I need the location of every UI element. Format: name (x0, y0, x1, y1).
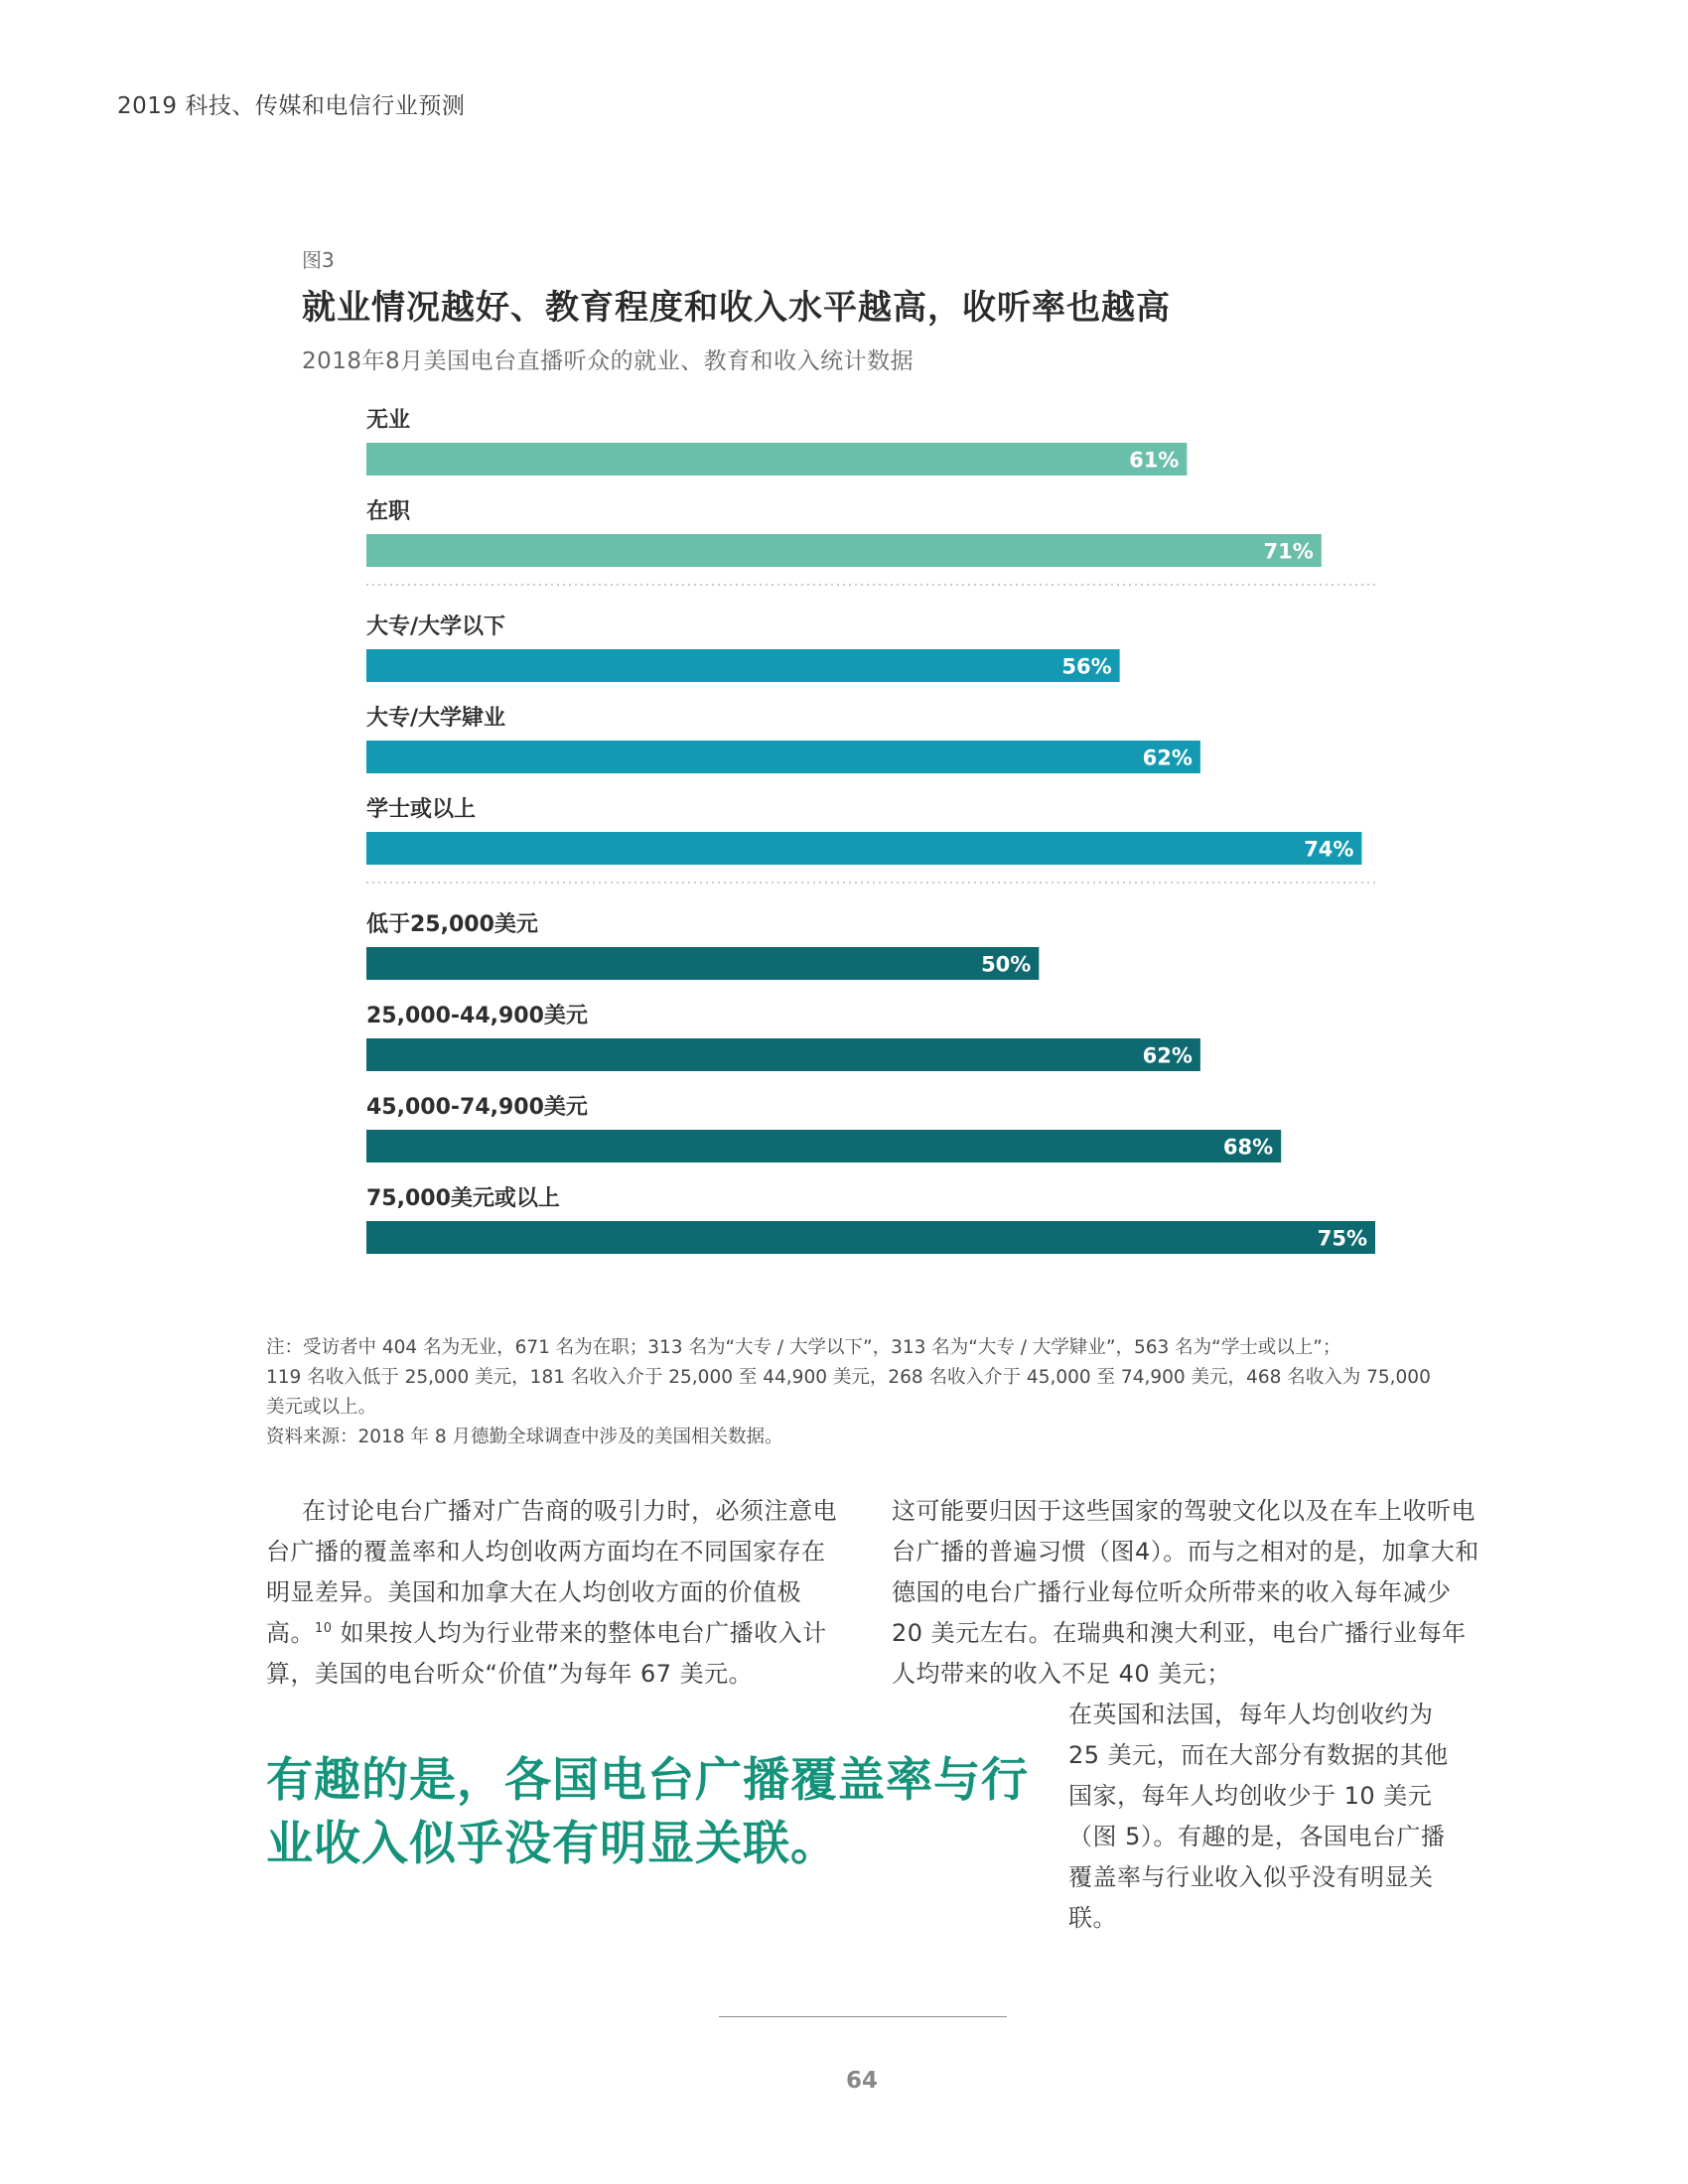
bar (366, 741, 1200, 773)
pull-quote: 有趣的是，各国电台广播覆盖率与行业收入似乎没有明显关联。 (266, 1753, 1029, 1871)
footnote-ref: 10 (315, 1621, 333, 1636)
source-line: 资料来源：2018 年 8 月德勤全球调查中涉及的美国相关数据。 (266, 1427, 783, 1447)
bar-category-label: 学士或以上 (366, 797, 477, 822)
bar-category-label: 大专/大学以下 (366, 614, 506, 639)
note-line: 119 名收入低于 25,000 美元，181 名收入介于 25,000 至 44,900 美元，268 名收入介于 45,000 至 74,900 美元，468 名收入为 75,000 (266, 1367, 1431, 1388)
bar (366, 1130, 1281, 1162)
bar-value-label: 74% (1304, 837, 1354, 862)
bar-value-label: 71% (1263, 539, 1314, 564)
bar (366, 1038, 1200, 1071)
bar-category-label: 45,000-74,900美元 (366, 1095, 588, 1120)
bar (366, 832, 1361, 865)
bar-category-label: 无业 (366, 408, 411, 433)
bar (366, 534, 1322, 567)
bar-value-label: 50% (981, 952, 1032, 977)
body-text: 如果按人均为行业带来的整体电台广播收入计算，美国的电台听众“价值”为每年 67 美元。 (266, 1619, 827, 1688)
body-column-right-continued (1068, 1695, 1466, 1939)
bar-category-label: 75,000美元或以上 (366, 1186, 560, 1211)
bar (366, 947, 1039, 980)
bar-category-label: 25,000-44,900美元 (366, 1004, 588, 1028)
running-header: 2019 科技、传媒和电信行业预测 (117, 93, 466, 119)
bar-value-label: 61% (1129, 448, 1180, 473)
bar (366, 649, 1120, 682)
bar-value-label: 75% (1317, 1226, 1367, 1251)
figure-note (266, 1333, 1458, 1452)
figure-label: 图3 (302, 248, 335, 272)
body-text: 在讨论电台广播对广告商的吸引力时，必须注意电台广播的覆盖率和人均创收两方面均在不同国家存在明显差异。美国和加拿大在人均创收方面的价值极高。 (266, 1497, 837, 1647)
figure-title: 就业情况越好、教育程度和收入水平越高，收听率也越高 (302, 288, 1171, 328)
bar-category-label: 低于25,000美元 (366, 912, 538, 937)
body-paragraph (266, 1491, 842, 1695)
body-paragraph: 在英国和法国，每年人均创收约为 25 美元，而在大部分有数据的其他国家，每年人均创收少于 10 美元（图 5）。有趣的是，各国电台广播覆盖率与行业收入似乎没有明显关联。 (1068, 1701, 1449, 1932)
bar-value-label: 56% (1061, 654, 1112, 679)
body-paragraph: 这可能要归因于这些国家的驾驶文化以及在车上收听电台广播的普遍习惯（图4）。而与之相对的是，加拿大和德国的电台广播行业每位听众所带来的收入每年减少 20 美元左右。在瑞典和澳大利亚，电台广播行业每年人均带来的收入不足 40 美元； (892, 1497, 1479, 1688)
bar-value-label: 68% (1222, 1135, 1274, 1160)
note-line: 注：受访者中 404 名为无业，671 名为在职；313 名为“大专 / 大学以下”，313 名为“大专 / 大学肄业”，563 名为“学士或以上”； (266, 1337, 1341, 1358)
bar (366, 1221, 1375, 1254)
bar-value-label: 62% (1142, 1043, 1193, 1068)
bar (366, 443, 1187, 476)
page-number: 64 (845, 2068, 878, 2094)
bar-value-label: 62% (1142, 746, 1193, 770)
footer-divider (719, 2016, 1007, 2017)
bar-category-label: 在职 (366, 499, 411, 524)
bar-category-label: 大专/大学肄业 (366, 706, 506, 731)
body-column-left (266, 1491, 842, 1695)
figure-subtitle: 2018年8月美国电台直播听众的就业、教育和收入统计数据 (302, 348, 914, 374)
note-line: 美元或以上。 (266, 1397, 377, 1418)
body-column-right (892, 1491, 1487, 1695)
